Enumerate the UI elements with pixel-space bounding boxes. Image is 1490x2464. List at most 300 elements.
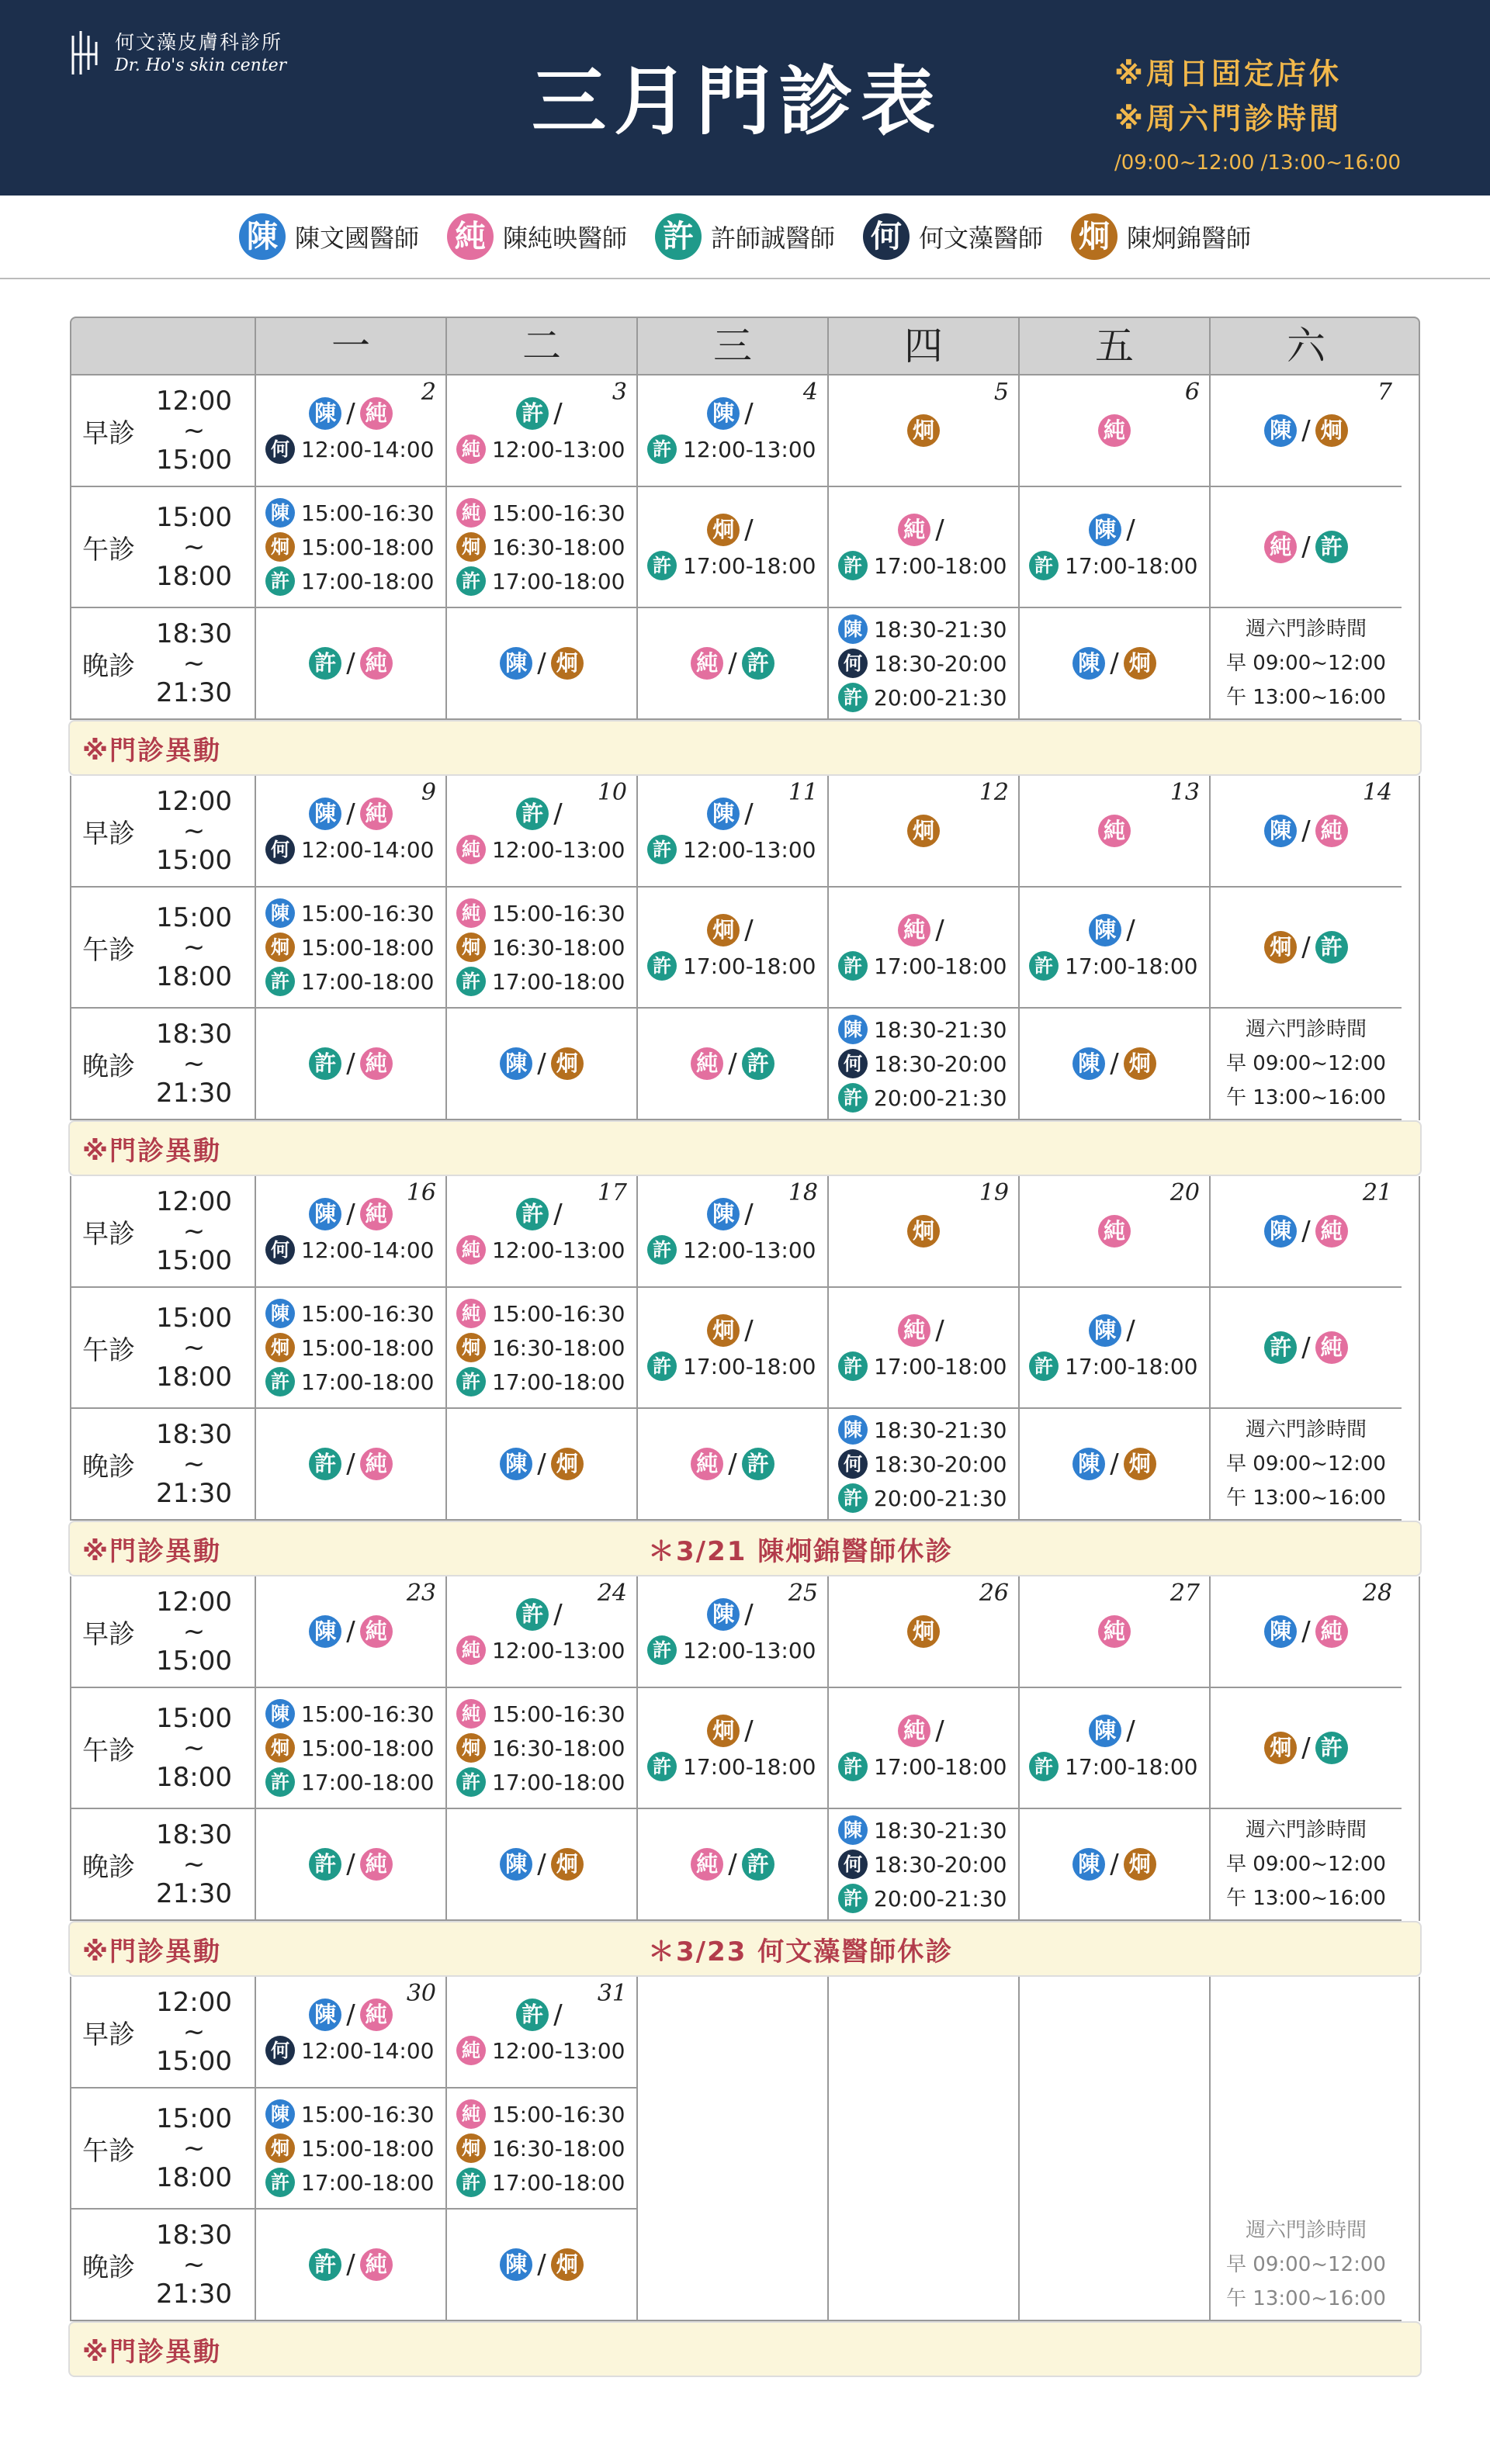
doctor-badge-he-icon: 何 [265,2036,295,2065]
doctor-badge-xu-icon: 許 [742,1448,774,1480]
schedule-cell [1020,1688,1209,1809]
cell-content [1020,1009,1209,1119]
doctor-badge-xu-icon: 許 [265,566,295,596]
session-label-cell [71,1576,255,1688]
session-time-part: ~ [182,815,206,846]
doctor-pair [500,647,583,680]
session-time-part: ~ [182,1448,206,1479]
slash-separator: / [728,1048,737,1079]
doctor-badge-chen-icon: 陳 [707,397,740,430]
day-column [445,776,636,1120]
doctor-badge-chun-icon: 純 [1098,1615,1131,1648]
shift-time: 17:00-18:00 [492,1369,625,1395]
schedule-cell [638,375,827,487]
shift-line [256,1299,445,1328]
session-time-part: 12:00 [156,386,232,417]
schedule-cell [1211,1409,1402,1521]
schedule-change-note [68,1921,1422,1977]
schedule-cell [1020,776,1209,888]
schedule-cell [1211,2210,1402,2321]
slash-separator: / [553,398,563,429]
date-number: 19 [979,1179,1009,1206]
saturday-note-line: 週六門診時間 [1245,618,1367,641]
slash-separator: / [744,1715,754,1746]
cell-content [1020,1688,1209,1808]
session-time-part: 15:00 [156,845,232,876]
date-number: 16 [406,1179,436,1206]
session-name: 午診 [82,934,135,966]
slash-separator: / [935,1315,944,1346]
session-label-column [71,375,255,720]
slash-separator: / [537,2249,546,2280]
weekday-header-cell: 一 [255,318,445,374]
doctor-badge-xu-icon: 許 [265,1767,295,1797]
session-label-column [71,1176,255,1521]
session-label-column [71,1576,255,1921]
shift-line [256,2099,445,2129]
cell-content [256,487,445,607]
saturday-hours-note [1211,1409,1402,1519]
day-column [1018,1176,1209,1521]
doctor-badge-xu-icon: 許 [265,2168,295,2197]
doctor-badge-chun-icon: 純 [360,798,393,830]
schedule-cell [829,1576,1018,1688]
shift-line [447,1699,636,1729]
doctor-badge-jiong-icon: 炯 [907,1615,940,1648]
doctor-pair [1264,1615,1347,1648]
shift-time: 17:00-18:00 [492,2169,625,2196]
slash-separator: / [537,1448,546,1479]
cell-content [256,2089,445,2208]
shift-time: 16:30-18:00 [492,1735,625,1761]
cell-content [638,608,827,718]
doctor-badge-xu-icon: 許 [647,1351,677,1381]
session-label-column [71,776,255,1120]
doctor-badge-xu-icon: 許 [838,1351,868,1381]
doctor-pair [638,1715,827,1747]
doctor-badge-chen-icon: 陳 [838,614,868,644]
cell-content [638,1409,827,1519]
session-label-cell [71,888,255,1009]
session-time-part: 18:30 [156,1819,232,1850]
doctor-pair [256,397,445,430]
doctor-badge-xu-icon: 許 [456,967,486,996]
doctor-badge-chun-icon: 純 [456,498,486,528]
doctor-badge-chun-icon: 純 [691,1848,723,1881]
doctor-pair [256,798,445,830]
doctor-pair [638,514,827,546]
shift-time: 12:00-14:00 [301,436,435,462]
schedule-cell [829,1688,1018,1809]
change-note-wrap [70,1521,1420,1576]
slash-separator: / [553,798,563,829]
legend-doctor-name: 陳炯錦醫師 [1127,223,1252,253]
shift-time: 15:00-16:30 [492,900,625,926]
doctor-badge-xu-icon: 許 [309,1047,341,1080]
day-column [255,1977,445,2321]
slash-separator: / [346,2249,355,2280]
schedule-cell [1211,375,1402,487]
cell-content [447,1409,636,1519]
shift-time: 16:30-18:00 [492,1334,625,1361]
schedule-cell [1020,1977,1209,2089]
shift-time: 15:00-16:30 [492,1300,625,1327]
slash-separator: / [744,915,754,946]
session-name: 午診 [82,1735,135,1767]
doctor-badge-chen-icon: 陳 [838,1015,868,1044]
date-number: 12 [979,779,1009,806]
shift-time: 17:00-18:00 [301,2169,435,2196]
doctor-badge-jiong-icon: 炯 [456,532,486,562]
session-time [147,386,241,475]
doctor-legend [0,196,1490,279]
shift-time: 18:30-21:30 [874,1016,1007,1043]
schedule-cell [447,375,636,487]
shift-time: 20:00-21:30 [874,1085,1007,1111]
change-note-wrap [70,1120,1420,1176]
slash-separator: / [935,915,944,946]
doctor-pair [309,1848,392,1881]
day-column [1018,776,1209,1120]
doctor-pair [1264,1732,1347,1764]
doctor-badge-chun-icon: 純 [1264,531,1297,563]
doctor-badge-xu-icon: 許 [309,1848,341,1881]
doctor-badge-xu-icon: 許 [265,1367,295,1396]
shift-line [447,835,636,864]
legend-doctor-name: 許師誠醫師 [710,223,835,253]
session-time [147,2104,241,2192]
doctor-pair [1072,1848,1156,1881]
schedule-cell [256,776,445,888]
shift-line [447,898,636,928]
shift-line [256,1235,445,1265]
date-number: 4 [802,379,818,406]
shift-line [829,1449,1018,1479]
day-column [636,1576,827,1921]
schedule-cell [1020,2210,1209,2321]
shift-time: 15:00-16:30 [492,2101,625,2127]
session-time-part: 15:00 [156,1646,232,1677]
day-column [827,776,1018,1120]
slash-separator: / [1301,415,1311,446]
slash-separator: / [346,1448,355,1479]
shift-time: 12:00-13:00 [492,2037,625,2064]
date-number: 20 [1169,1179,1200,1206]
doctor-badge-chen-icon: 陳 [500,1047,532,1080]
schedule-cell [1020,608,1209,720]
schedule-change-note [68,2321,1422,2377]
doctor-badge-jiong-icon: 炯 [456,1333,486,1362]
cell-content [447,608,636,718]
cell-content [256,888,445,1007]
shift-time: 12:00-13:00 [683,1237,816,1263]
doctor-badge-chun-icon: 純 [1315,1215,1348,1248]
doctor-pair [1264,815,1347,847]
doctor-badge-chun-icon: 純 [898,914,930,946]
schedule-cell [1211,2089,1402,2210]
schedule-change-note [68,720,1422,776]
legend-item [1071,213,1251,260]
schedule-cell [1020,1409,1209,1521]
shift-line [447,1333,636,1362]
cell-content [1020,608,1209,718]
session-time-part: ~ [182,531,206,562]
schedule-cell [1020,375,1209,487]
doctor-badge-chun-icon: 純 [360,2248,393,2281]
date-number: 2 [421,379,436,406]
doctor-pair [500,1848,583,1881]
shift-line [447,1367,636,1396]
schedule-cell [447,608,636,720]
doctor-pair [500,1047,583,1080]
schedule-cell [1020,2089,1209,2210]
schedule-cell [1020,1288,1209,1409]
day-column [445,1176,636,1521]
session-label-cell [71,776,255,888]
doctor-badge-chen-icon: 陳 [707,1598,740,1631]
doctor-badge-chun-icon: 純 [360,647,393,680]
slash-separator: / [346,398,355,429]
cell-content [447,487,636,607]
slash-separator: / [1301,815,1311,846]
schedule-cell [829,776,1018,888]
doctor-badge-xu-icon: 許 [838,1083,868,1113]
doctor-badge-jiong-icon: 炯 [456,1733,486,1763]
saturday-note-line: 午 13:00~16:00 [1226,686,1386,709]
cell-content [1020,487,1209,607]
schedule-cell [447,1009,636,1120]
schedule-cell [638,608,827,720]
schedule-cell [447,1809,636,1921]
doctor-pair [309,2248,392,2281]
cell-content [1211,487,1402,607]
doctor-badge-chen-icon: 陳 [265,1699,295,1729]
cell-content [1020,375,1209,486]
date-number: 28 [1362,1580,1392,1607]
schedule-cell [638,1288,827,1409]
slash-separator: / [935,514,944,545]
weekday-header-blank [71,318,255,374]
schedule-cell [638,1176,827,1288]
clinic-logo [68,28,286,79]
schedule-cell [829,608,1018,720]
schedule-cell [256,1688,445,1809]
schedule-cell [256,1009,445,1120]
session-time-part: 18:00 [156,961,232,992]
schedule-cell [638,888,827,1009]
change-label: ※門診異動 [82,1135,222,1167]
shift-line [638,1635,827,1665]
doctor-pair [1072,1448,1156,1480]
session-name: 早診 [82,1218,135,1250]
slash-separator: / [346,1048,355,1079]
date-number: 11 [788,779,818,806]
doctor-badge-chun-icon: 純 [360,1047,393,1080]
shift-time: 12:00-14:00 [301,2037,435,2064]
day-column [255,375,445,720]
cell-content [256,776,445,886]
saturday-note-line: 午 13:00~16:00 [1226,1486,1386,1510]
doctor-badge-chen-icon: 陳 [265,498,295,528]
cell-content [256,1288,445,1407]
doctor-badge-he-icon: 何 [838,1049,868,1078]
session-label-cell [71,1288,255,1409]
schedule-cell [256,608,445,720]
saturday-note-line: 週六門診時間 [1245,1819,1367,1842]
weekday-header-cell: 三 [636,318,827,374]
shift-line [1020,951,1209,981]
session-time-part: ~ [182,648,206,679]
schedule-cell [829,1176,1018,1288]
date-number: 27 [1169,1580,1200,1607]
doctor-badge-xu-icon: 許 [647,1635,677,1665]
slash-separator: / [346,798,355,829]
shift-time: 20:00-21:30 [874,1885,1007,1912]
doctor-badge-xu-icon: 許 [516,1198,549,1230]
slash-separator: / [728,1849,737,1880]
schedule-cell [1211,1576,1402,1688]
doctor-pair [309,1448,392,1480]
legend-doctor-name: 陳文國醫師 [294,223,419,253]
schedule-cell [1211,1009,1402,1120]
doctor-badge-jiong-icon: 炯 [1264,931,1297,964]
doctor-pair [500,1448,583,1480]
doctor-pair [447,397,636,430]
cell-content [829,1409,1018,1519]
slash-separator: / [1126,915,1135,946]
clinic-name-en: Dr. Ho's skin center [115,56,287,75]
doctor-pair [691,1848,774,1881]
saturday-note-line: 早 09:00~12:00 [1226,1452,1386,1476]
shift-line [638,434,827,464]
doctor-pair [638,1314,827,1347]
saturday-note-line: 早 09:00~12:00 [1226,2253,1386,2276]
schedule-cell [829,1809,1018,1921]
doctor-badge-chun-icon: 純 [1315,1615,1348,1648]
shift-line [638,951,827,981]
cell-content [829,1809,1018,1919]
shift-line [256,898,445,928]
doctor-badge-chen-icon: 陳 [838,1815,868,1845]
doctor-badge-xu-icon: 許 [742,1047,774,1080]
logo-mark-icon [68,28,104,79]
cell-content [1020,1409,1209,1519]
day-column [1209,776,1402,1120]
schedule-cell [638,2210,827,2321]
shift-line [447,2168,636,2197]
doctor-badge-chun-icon: 純 [360,397,393,430]
cell-content [638,1809,827,1919]
doctor-badge-jiong-icon: 炯 [551,647,584,680]
day-column [445,1576,636,1921]
week-block [70,375,1420,720]
shift-line [829,1049,1018,1078]
cell-content [447,375,636,486]
day-column [827,1977,1018,2321]
shift-time: 18:30-21:30 [874,1417,1007,1443]
schedule-cell [1211,1288,1402,1409]
cell-content [1211,1688,1402,1808]
schedule-cell [256,1977,445,2089]
schedule-cell [256,1576,445,1688]
doctor-badge-jiong-icon: 炯 [551,1448,584,1480]
shift-time: 18:30-20:00 [874,1451,1007,1477]
doctor-pair [1020,914,1209,946]
shift-line [829,1083,1018,1113]
cell-content [1211,888,1402,1007]
header [0,0,1490,196]
date-number: 26 [979,1580,1009,1607]
doctor-badge-chen-icon: 陳 [1089,514,1121,546]
doctor-badge-chun-icon: 純 [456,2099,486,2129]
doctor-badge-he-icon: 何 [838,1449,868,1479]
cell-content [638,487,827,607]
session-time-part: 18:30 [156,2220,232,2251]
cell-content [1020,888,1209,1007]
shift-time: 17:00-18:00 [683,1353,816,1379]
slash-separator: / [537,648,546,679]
shift-line [1020,1752,1209,1781]
schedule-cell [829,2089,1018,2210]
shift-time: 12:00-14:00 [301,836,435,863]
doctor-badge-chen-icon: 陳 [1072,1848,1105,1881]
doctor-badge-jiong-icon: 炯 [551,1848,584,1881]
cell-content [447,1809,636,1919]
doctor-pair [829,1314,1018,1347]
doctor-badge-chun-icon: 純 [360,1448,393,1480]
shift-line [829,614,1018,644]
doctor-pair [1264,531,1347,563]
saturday-note-line: 週六門診時間 [1245,1018,1367,1041]
schedule-cell [447,487,636,608]
session-time-part: 15:00 [156,1245,232,1276]
doctor-pair [309,1047,392,1080]
doctor-badge-jiong-icon: 炯 [1124,1848,1156,1881]
doctor-badge-jiong-icon: 炯 [707,1715,740,1747]
doctor-badge-chen-icon: 陳 [309,798,341,830]
schedule-cell [638,1809,827,1921]
date-number: 7 [1377,379,1392,406]
session-time [147,903,241,991]
session-time [147,1587,241,1676]
cell-content [1211,375,1402,486]
doctor-badge-he-icon: 何 [265,434,295,464]
cell-content [829,1288,1018,1407]
doctor-badge-xu-icon: 許 [838,951,868,981]
change-note-wrap [70,720,1420,776]
doctor-badge-xu-icon: 許 [309,2248,341,2281]
slash-separator: / [1301,1216,1311,1247]
schedule-cell [829,1977,1018,2089]
session-label-cell [71,608,255,720]
day-column [1018,1576,1209,1921]
session-time-part: 12:00 [156,1587,232,1618]
session-time-part: 15:00 [156,1303,232,1334]
date-number: 17 [597,1179,627,1206]
session-time-part: 18:00 [156,1762,232,1793]
doctor-badge-jiong-icon: 炯 [907,414,940,447]
shift-time: 17:00-18:00 [301,568,435,594]
doctor-badge-chen-icon: 陳 [1089,1715,1121,1747]
shift-time: 15:00-16:30 [301,1300,435,1327]
doctor-badge-chun-icon: 純 [1315,815,1348,847]
saturday-note-line: 早 09:00~12:00 [1226,1052,1386,1075]
doctor-badge-chen-icon: 陳 [309,1615,341,1648]
session-time-part: 21:30 [156,1078,232,1109]
schedule-cell [1020,1809,1209,1921]
schedule-cell [638,1409,827,1521]
schedule-cell [638,1977,827,2089]
